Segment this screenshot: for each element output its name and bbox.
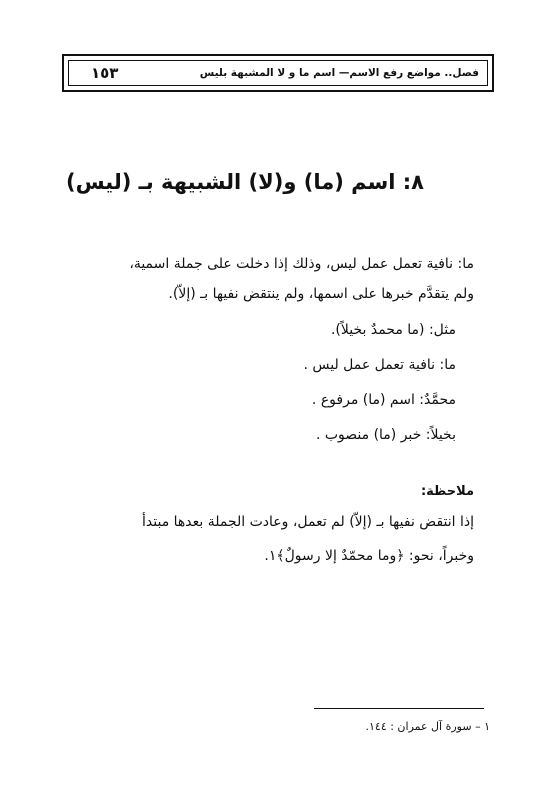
body-line-1: ما: نافية تعمل عمل ليس، وذلك إذا دخلت على جملة اسمية، <box>129 256 474 272</box>
page-number: ١٥٣ <box>91 64 119 82</box>
section-heading: ٨: اسم (ما) و(لا) الشبيهة بـ (ليس) <box>66 170 424 194</box>
running-header-inner-border <box>68 60 488 86</box>
parse-line-1: ما: نافية تعمل عمل ليس . <box>303 357 456 373</box>
note-label: ملاحظة: <box>420 484 474 499</box>
note-line-2: وخبراً، نحو: ﴿وما محمّدٌ إلا رسولٌ﴾١. <box>264 548 474 564</box>
example-line: مثل: (ما محمدٌ بخيلاً). <box>330 322 456 338</box>
footnote: ١ – سورة آل عمران : ١٤٤. <box>365 720 490 733</box>
note-line-1: إذا انتقض نفيها بـ (إلاّ) لم تعمل، وعادت الجملة بعدها مبتدأ <box>142 514 474 530</box>
parse-line-3: بخيلاً: خبر (ما) منصوب . <box>315 427 456 443</box>
footnote-divider <box>314 708 484 709</box>
parse-line-2: محمَّدٌ: اسم (ما) مرفوع . <box>311 392 456 408</box>
body-line-2: ولم يتقدَّم خبرها على اسمها، ولم ينتقض نفيها بـ (إلاّ). <box>168 286 474 302</box>
running-header-title: فصل.. مواضع رفع الاسم— اسم ما و لا المشبهة بليس <box>199 67 479 79</box>
running-header <box>62 54 494 92</box>
